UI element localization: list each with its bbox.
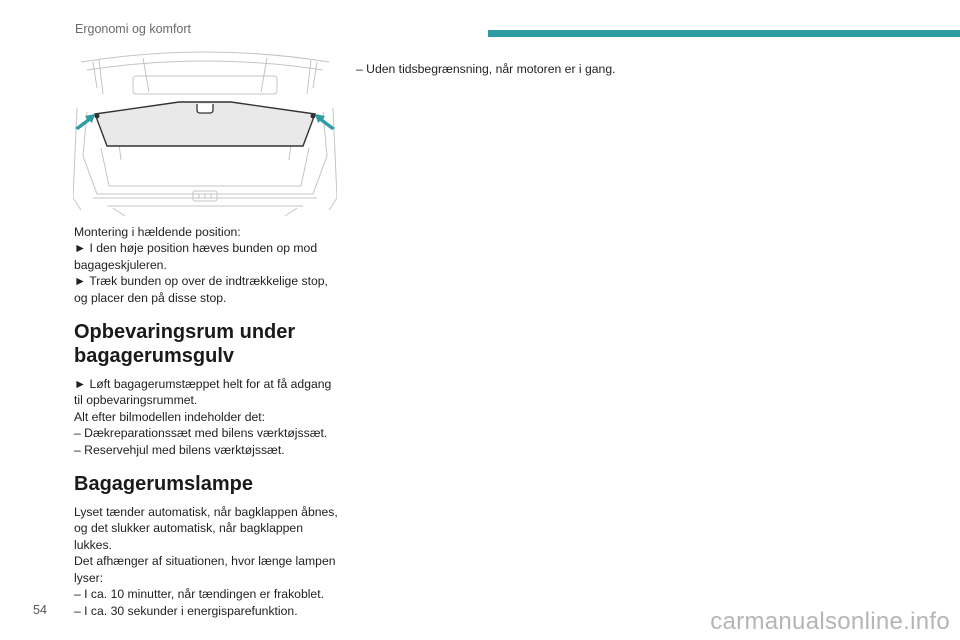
trunk-floor-illustration bbox=[73, 48, 337, 216]
text-line: til opbevaringsrummet. bbox=[74, 393, 198, 408]
text-line: ► I den høje position hæves bunden op mod bbox=[74, 241, 318, 256]
text-line: ► Træk bunden op over de indtrækkelige stop, bbox=[74, 274, 328, 289]
watermark: carmanualsonline.info bbox=[710, 608, 950, 635]
text-line: og det slukker automatisk, når bagklappen bbox=[74, 521, 303, 536]
text-line: – Reservehjul med bilens værktøjssæt. bbox=[74, 442, 285, 457]
text-line: bagageskjuleren. bbox=[74, 257, 167, 272]
lamp-paragraph bbox=[74, 504, 354, 619]
intro-paragraph bbox=[74, 224, 354, 306]
text-line: Alt efter bilmodellen indeholder det: bbox=[74, 409, 266, 424]
text-line: – Dækreparationssæt med bilens værktøjssæt. bbox=[74, 426, 328, 441]
right-column bbox=[356, 61, 636, 77]
storage-paragraph bbox=[74, 376, 354, 458]
text-line: Det afhænger af situationen, hvor længe lampen bbox=[74, 554, 336, 569]
section-title: Ergonomi og komfort bbox=[75, 22, 192, 36]
lamp-heading: Bagagerumslampe bbox=[74, 473, 253, 496]
heading-line: bagagerumsgulv bbox=[74, 345, 235, 368]
text-line: lukkes. bbox=[74, 537, 112, 552]
text-line: – Uden tidsbegrænsning, når motoren er i gang. bbox=[356, 62, 616, 76]
text-line: Lyset tænder automatisk, når bagklappen åbnes, bbox=[74, 505, 338, 520]
text-line: og placer den på disse stop. bbox=[74, 290, 227, 305]
left-column bbox=[74, 224, 354, 619]
text-line: ► Løft bagagerumstæppet helt for at få adgang bbox=[74, 377, 332, 392]
text-line: – I ca. 10 minutter, når tændingen er frakoblet. bbox=[74, 587, 324, 602]
text-line: Montering i hældende position: bbox=[74, 225, 241, 239]
header-accent-bar bbox=[488, 30, 960, 37]
storage-heading bbox=[74, 320, 354, 368]
heading-line: Opbevaringsrum under bbox=[74, 321, 296, 344]
page-number: 54 bbox=[33, 603, 47, 617]
text-line: – I ca. 30 sekunder i energisparefunktion. bbox=[74, 603, 298, 618]
text-line: lyser: bbox=[74, 570, 104, 585]
